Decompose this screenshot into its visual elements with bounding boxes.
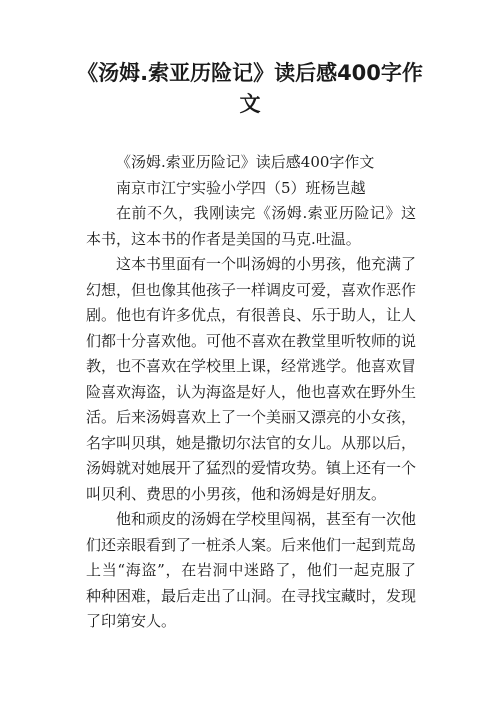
paragraph-3: 他和顽皮的汤姆在学校里闯祸，甚至有一次他们还亲眼看到了一桩杀人案。后来他们一起到荒岛上当“海盗”，在岩洞中迷路了，他们一起克服了种种困难，最后走出了山洞。在寻找宝藏时，发现了印第安人。 <box>86 510 417 630</box>
essay-subtitle: 《汤姆.索亚历险记》读后感400字作文 <box>116 153 375 171</box>
paragraph-1: 在前不久，我刚读完《汤姆.索亚历险记》这本书，这本书的作者是美国的马克.吐温。 <box>86 204 416 248</box>
paragraph-2: 这本书里面有一个叫汤姆的小男孩，他充满了幻想，但也像其他孩子一样调皮可爱，喜欢作恶作剧。他也有许多优点，有很善良、乐于助人，让人们都十分喜欢他。可他不喜欢在教堂里听牧师的说教，也不喜欢在学校里上课，经常逃学。他喜欢冒险喜欢海盗，认为海盗是好人，他也喜欢在野外生活。后来汤姆喜欢上了一个美丽又漂亮的小女孩，名字叫贝琪，她是撒切尔法官的女儿。从那以后，汤姆就对她展开了猛烈的爱情攻势。镇上还有一个叫贝利、费思的小男孩，他和汤姆是好朋友。 <box>86 255 417 503</box>
author-line: 南京市江宁实验小学四（5）班杨岂越 <box>116 178 366 197</box>
document-title: 《汤姆.索亚历险记》读后感400字作文 <box>77 61 423 116</box>
document-body <box>86 150 416 635</box>
